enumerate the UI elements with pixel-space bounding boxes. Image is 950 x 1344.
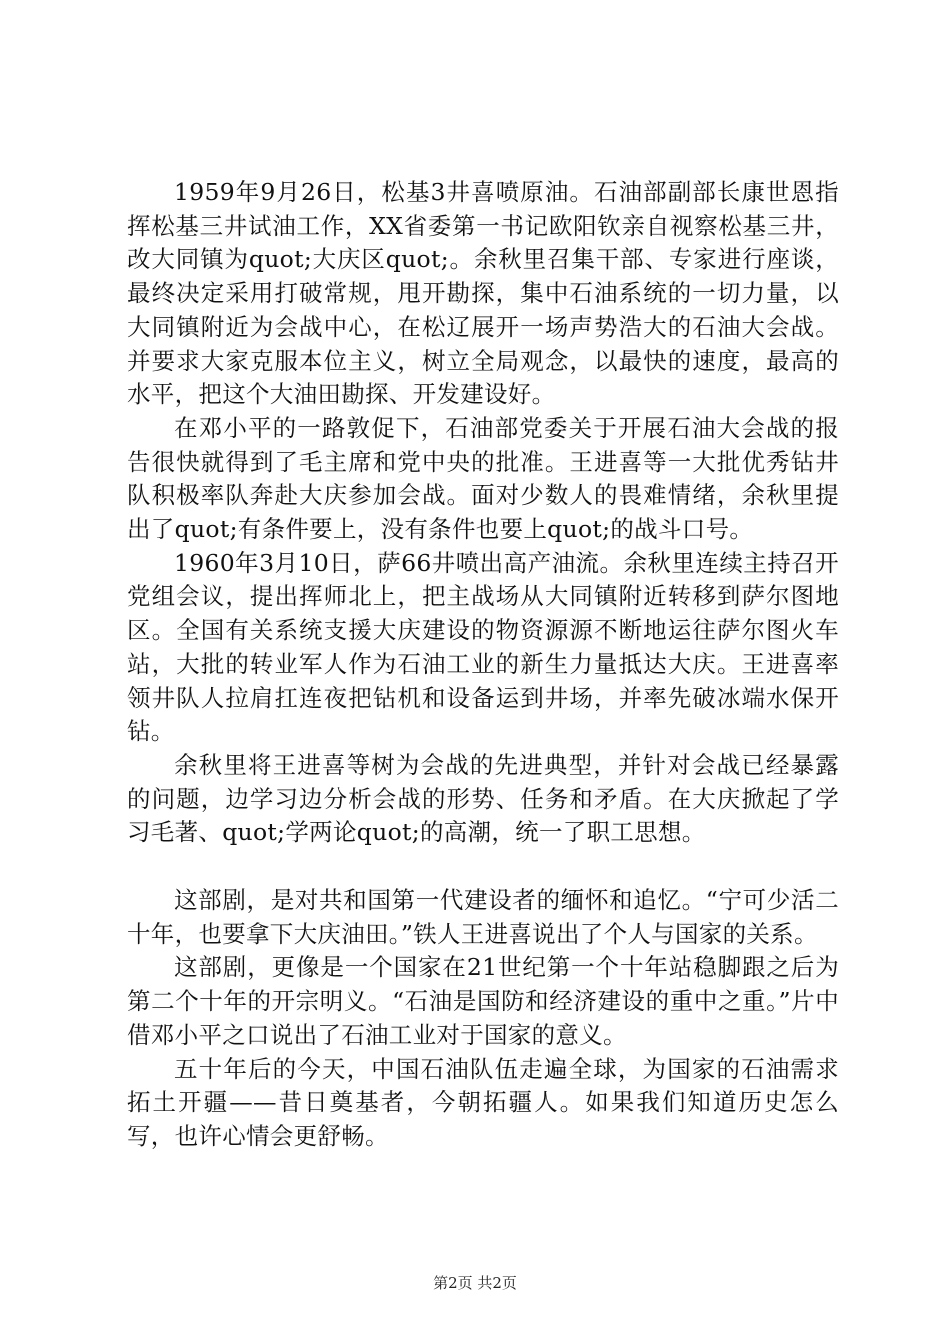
paragraph-6: 这部剧，更像是一个国家在21世纪第一个十年站稳脚跟之后为第二个十年的开宗明义。“石油是国防和经济建设的重中之重。”片中借邓小平之口说出了石油工业对于国家的意义。 [127,953,839,1049]
paragraph-1: 1959年9月26日，松基3井喜喷原油。石油部副部长康世恩指挥松基三井试油工作，XX省委第一书记欧阳钦亲自视察松基三井，改大同镇为quot;大庆区quot;。余秋里召集干部、专家进行座谈，最终决定采用打破常规，甩开勘探，集中石油系统的一切力量，以大同镇附近为会战中心，在松辽展开一场声势浩大的石油大会战。并要求大家克服本位主义，树立全局观念，以最快的速度，最高的水平，把这个大油田勘探、开发建设好。 [127,178,839,409]
paragraph-5: 这部剧，是对共和国第一代建设者的缅怀和追忆。“宁可少活二十年，也要拿下大庆油田。”铁人王进喜说出了个人与国家的关系。 [127,886,839,948]
page-footer: 第2页 共2页 [433,1274,517,1292]
paragraph-4: 余秋里将王进喜等树为会战的先进典型，并针对会战已经暴露的问题，边学习边分析会战的形势、任务和矛盾。在大庆掀起了学习毛著、quot;学两论quot;的高潮，统一了职工思想。 [127,750,839,847]
paragraph-2: 在邓小平的一路敦促下，石油部党委关于开展石油大会战的报告很快就得到了毛主席和党中央的批准。王进喜等一大批优秀钻井队积极率队奔赴大庆参加会战。面对少数人的畏难情绪，余秋里提出了quot;有条件要上，没有条件也要上quot;的战斗口号。 [127,413,839,544]
paragraph-3: 1960年3月10日，萨66井喷出高产油流。余秋里连续主持召开党组会议，提出挥师北上，把主战场从大同镇附近转移到萨尔图地区。全国有关系统支援大庆建设的物资源源不断地运往萨尔图火车站，大批的转业军人作为石油工业的新生力量抵达大庆。王进喜率领井队人拉肩扛连夜把钻机和设备运到井场，并率先破冰端水保开钻。 [127,548,839,746]
paragraph-gap [127,850,839,884]
document-body [127,176,839,1154]
paragraph-7: 五十年后的今天，中国石油队伍走遍全球，为国家的石油需求拓土开疆——昔日奠基者，今朝拓疆人。如果我们知道历史怎么写，也许心情会更舒畅。 [127,1054,839,1150]
